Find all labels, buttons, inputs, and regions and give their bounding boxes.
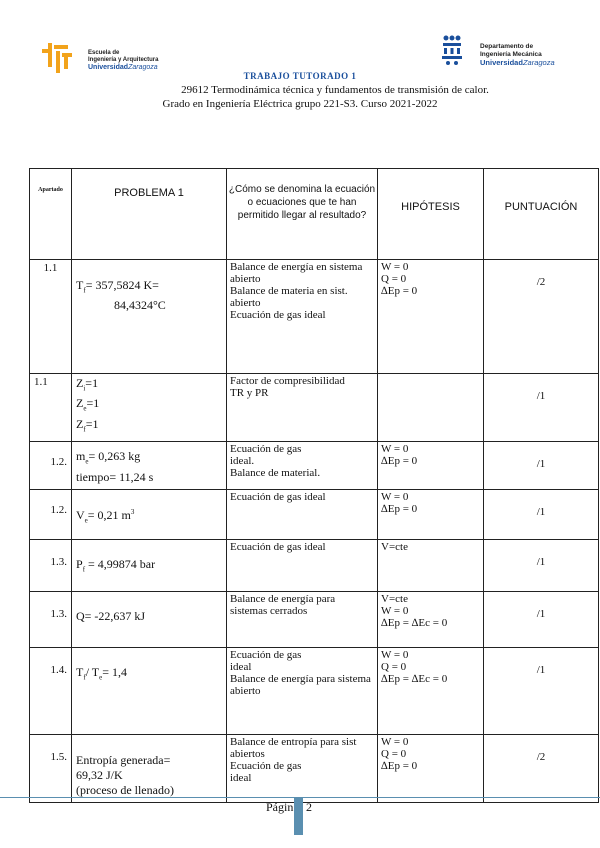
apartado-cell: 1.5.: [30, 734, 72, 802]
apartado-cell: 1.2.: [30, 442, 72, 489]
page-label: Págin: [266, 800, 294, 814]
table-row: [30, 260, 599, 374]
header-puntuacion: PUNTUACIÓN: [484, 169, 599, 260]
equations-cell: Ecuación de gas ideal Balance de energía para sistema abierto: [227, 647, 378, 734]
result-cell: $P_f = 4,99874$ bar: [72, 539, 227, 591]
apartado-cell: 1.4.: [30, 647, 72, 734]
apartado-cell: 1.3.: [30, 591, 72, 647]
table-row: [30, 489, 599, 539]
hypothesis-cell: W = 0 ∆Ep = 0: [378, 442, 484, 489]
score-cell: /1: [484, 539, 599, 591]
apartado-cell: 1.1: [30, 260, 72, 374]
header-apartado: Apartado: [30, 169, 72, 260]
score-cell: /1: [484, 489, 599, 539]
hypothesis-cell: W = 0 Q = 0 ∆Ep = 0: [378, 734, 484, 802]
result-cell: $Z_i=1$ $Z_e=1$ $Z_f=1$: [72, 374, 227, 442]
results-table: [29, 168, 599, 803]
hypothesis-cell: W = 0 Q = 0 ∆Ep = 0: [378, 260, 484, 374]
score-cell: /1: [484, 591, 599, 647]
table-row: [30, 442, 599, 489]
table-row: [30, 539, 599, 591]
table-row: [30, 591, 599, 647]
header-problema: PROBLEMA 1: [72, 169, 227, 260]
equations-cell: Ecuación de gas ideal. Balance de material.: [227, 442, 378, 489]
subtitle-degree: Grado en Ingeniería Eléctrica grupo 221-S3. Curso 2021-2022: [162, 98, 438, 110]
table-row: [30, 734, 599, 802]
score-cell: /1: [484, 647, 599, 734]
equations-cell: Factor de compresibilidad TR y PR: [227, 374, 378, 442]
eina-logo-text: Escuela de Ingeniería y Arquitectura UniversidadZaragoza: [88, 50, 159, 71]
page-number: 2: [306, 800, 312, 814]
equations-cell: Balance de energía para sistemas cerrados: [227, 591, 378, 647]
header-pregunta: ¿Cómo se denomina la ecuación o ecuaciones que te han permitido llegar al resultado?: [227, 169, 378, 260]
score-cell: /2: [484, 260, 599, 374]
page-footer: [266, 800, 312, 815]
table-header-row: [30, 169, 599, 260]
result-cell: $T_f/$ $T_e= 1,4$: [72, 647, 227, 734]
hypothesis-cell: V=cte: [378, 539, 484, 591]
table-row: [30, 647, 599, 734]
apartado-cell: 1.3.: [30, 539, 72, 591]
apartado-cell: 1.2.: [30, 489, 72, 539]
subtitle-course: 29612 Termodinámica técnica y fundamentos de transmisión de calor.: [181, 84, 489, 96]
equations-cell: Ecuación de gas ideal: [227, 539, 378, 591]
result-cell: $m_e= 0,263$ kg tiempo= 11,24 s: [72, 442, 227, 489]
result-cell: Entropía generada= 69,32 J/K (proceso de llenado): [72, 734, 227, 802]
hypothesis-cell: [378, 374, 484, 442]
result-cell: Q= -22,637 kJ: [72, 591, 227, 647]
result-cell: $T_f= 357,5824$ K= 84,4324°C: [72, 260, 227, 374]
result-cell: $V_e= 0,21$ $m^3$: [72, 489, 227, 539]
equations-cell: Balance de energía en sistema abierto Balance de materia en sist. abierto Ecuación de gas ideal: [227, 260, 378, 374]
equations-cell: Ecuación de gas ideal: [227, 489, 378, 539]
equations-cell: Balance de entropía para sist abiertos Ecuación de gas ideal: [227, 734, 378, 802]
hypothesis-cell: W = 0 Q = 0 ∆Ep = ∆Ec = 0: [378, 647, 484, 734]
hypothesis-cell: V=cte W = 0 ∆Ep = ∆Ec = 0: [378, 591, 484, 647]
score-cell: /1: [484, 442, 599, 489]
score-cell: /2: [484, 734, 599, 802]
document-title: TRABAJO TUTORADO 1: [243, 71, 357, 81]
apartado-cell: 1.1: [30, 374, 72, 442]
dept-logo-text: Departamento de Ingeniería Mecánica UniversidadZaragoza: [480, 43, 555, 67]
dept-logo-icon: [440, 33, 464, 69]
footer-page-marker: [294, 797, 303, 835]
hypothesis-cell: W = 0 ∆Ep = 0: [378, 489, 484, 539]
table-row: [30, 374, 599, 442]
score-cell: /1: [484, 374, 599, 442]
header-hipotesis: HIPÓTESIS: [378, 169, 484, 260]
